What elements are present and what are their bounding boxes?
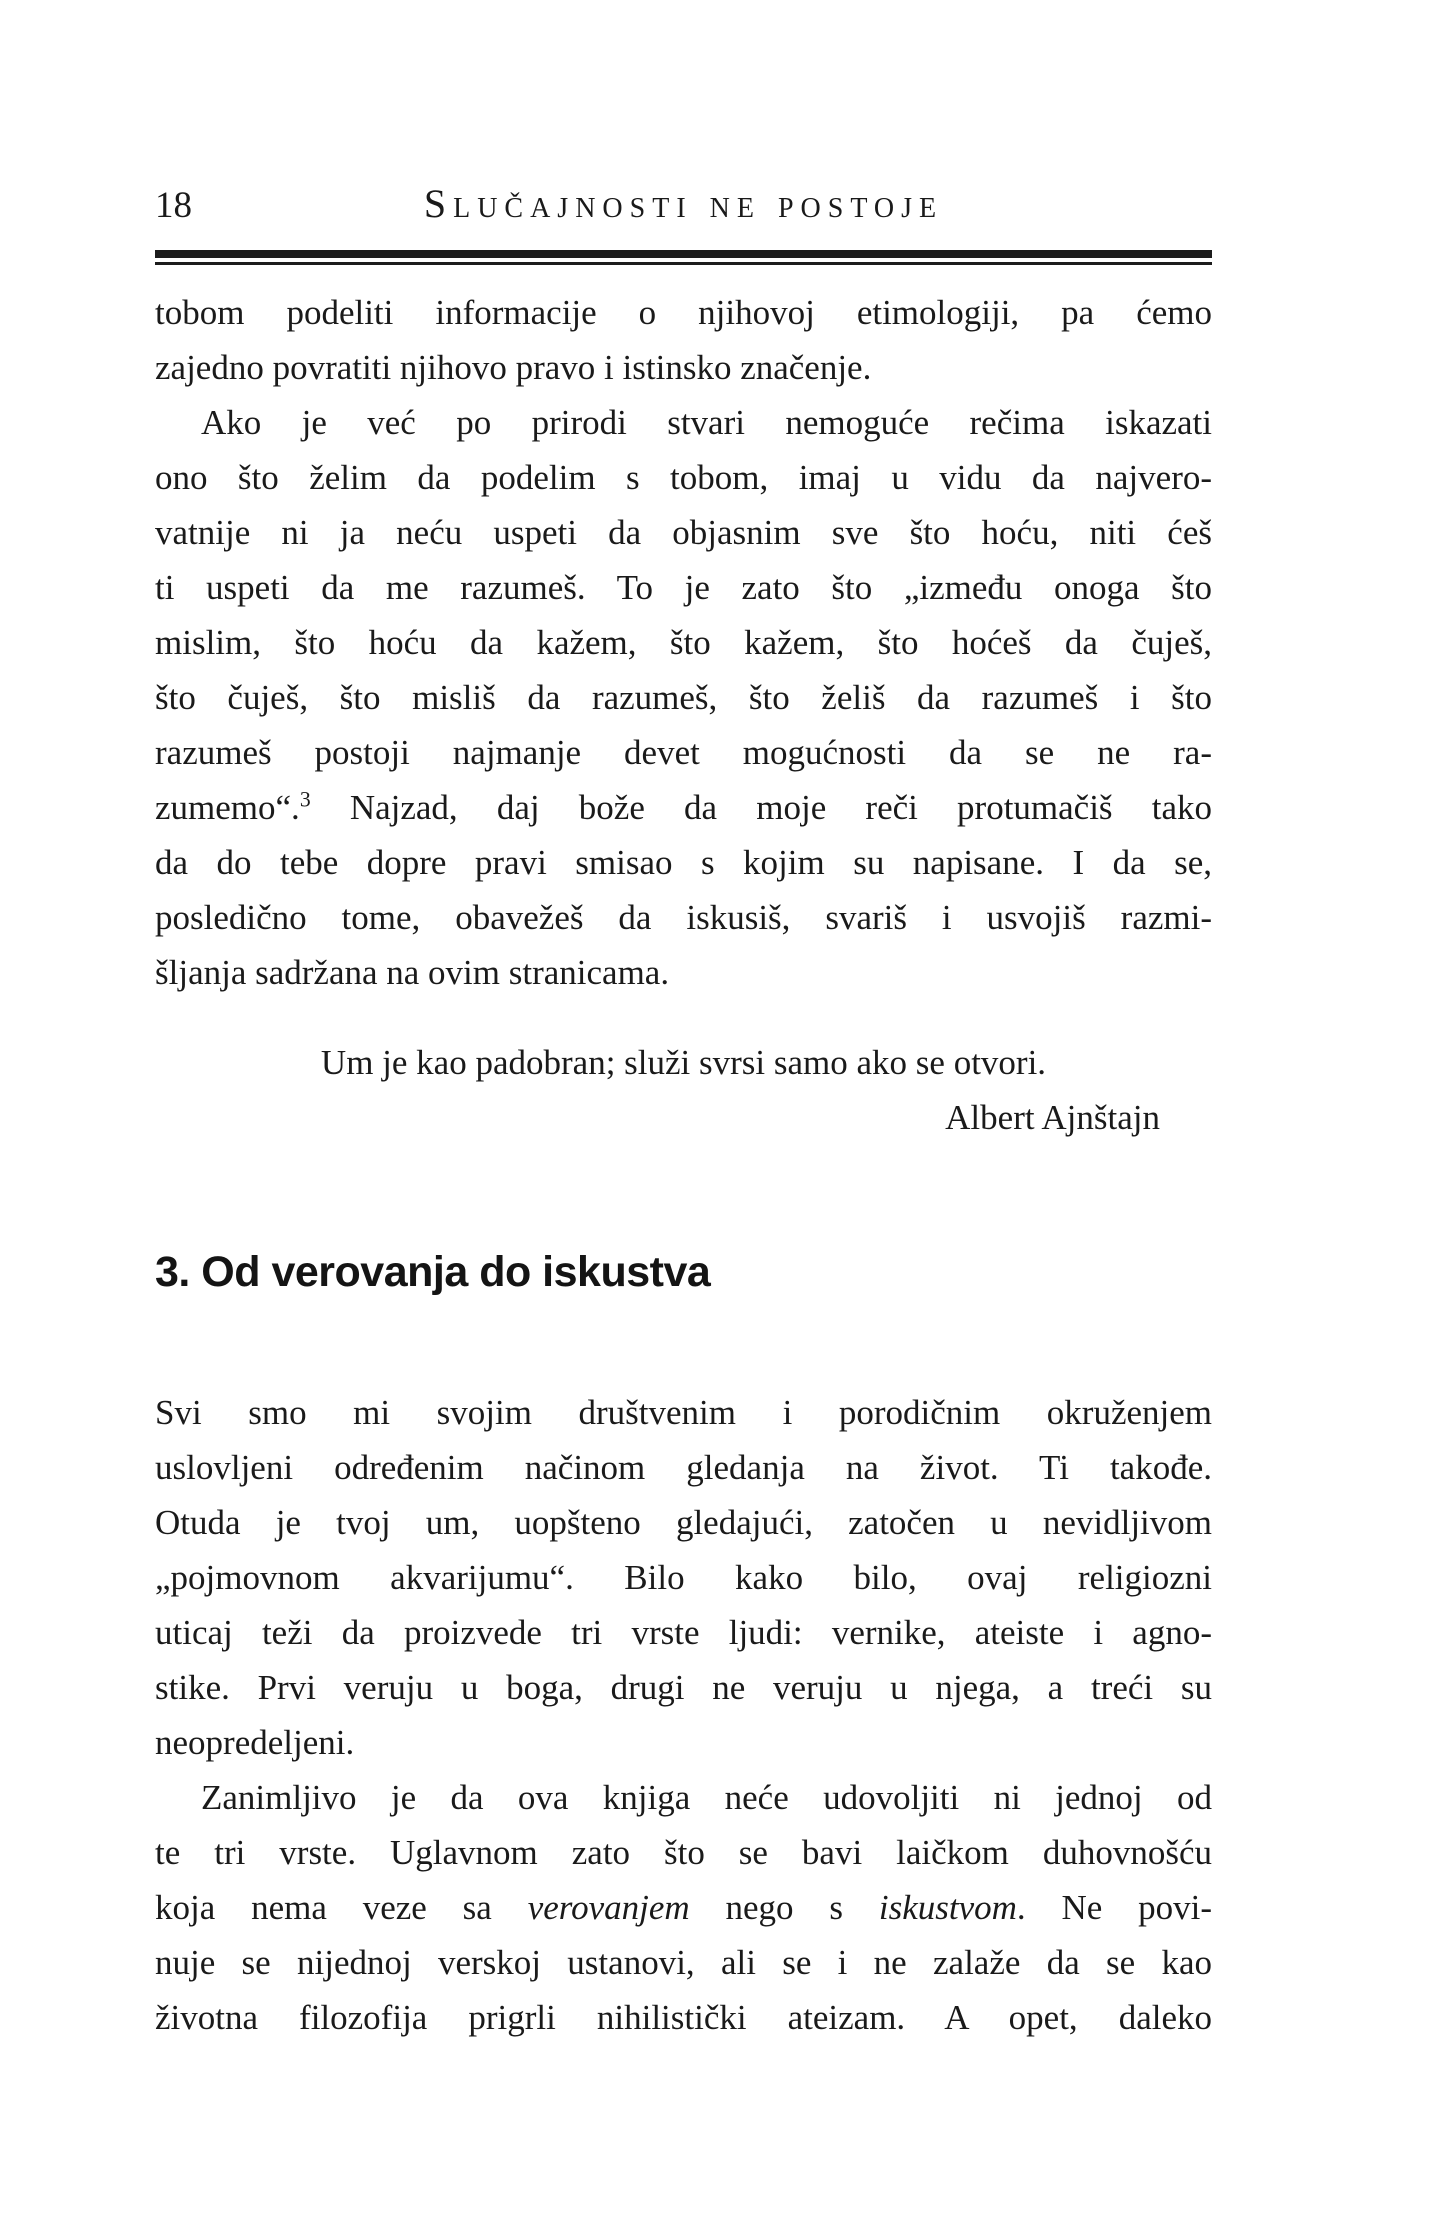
body-line xyxy=(155,340,1212,395)
body-line xyxy=(155,1440,1212,1495)
body-line xyxy=(155,1550,1212,1605)
text-segment: . Ne povi- xyxy=(1016,1888,1213,1927)
body-line xyxy=(155,1660,1212,1715)
body-block-2 xyxy=(155,1385,1212,2045)
italic-text-segment: verovanjem xyxy=(527,1888,690,1927)
body-line xyxy=(155,1880,1212,1935)
text-segment: životna filozofija prigrli nihilistički ateizam. A opet, daleko xyxy=(155,1998,1212,2037)
body-line xyxy=(155,1935,1212,1990)
text-segment: razumeš postoji najmanje devet mogućnosti da se ne ra- xyxy=(155,733,1212,772)
text-segment: posledično tome, obavežeš da iskusiš, svariš i usvojiš razmi- xyxy=(155,898,1212,937)
text-segment: tobom podeliti informacije o njihovoj etimologiji, pa ćemo xyxy=(155,293,1212,332)
body-line xyxy=(155,890,1212,945)
body-line xyxy=(155,395,1212,450)
epigraph xyxy=(155,1035,1212,1145)
italic-text-segment: iskustvom xyxy=(878,1888,1017,1927)
text-segment: stike. Prvi veruju u boga, drugi ne veruju u njega, a treći su xyxy=(155,1668,1212,1707)
body-line xyxy=(155,1385,1212,1440)
section-heading: 3. Od verovanja do iskustva xyxy=(155,1248,711,1296)
text-segment: nuje se nijednoj verskoj ustanovi, ali se i ne zalaže da se kao xyxy=(155,1943,1212,1982)
body-line xyxy=(155,670,1212,725)
text-segment: zumemo“. xyxy=(155,788,300,827)
text-segment: uticaj teži da proizvede tri vrste ljudi: vernike, ateiste i agno- xyxy=(155,1613,1212,1652)
text-segment: zajedno povratiti njihovo pravo i istinsko značenje. xyxy=(155,348,872,387)
body-line xyxy=(155,505,1212,560)
text-segment: ono što želim da podelim s tobom, imaj u vidu da najvero- xyxy=(155,458,1212,497)
body-block-1 xyxy=(155,285,1212,1000)
text-segment: Svi smo mi svojim društvenim i porodičnim okruženjem xyxy=(155,1393,1212,1432)
text-segment: da do tebe dopre pravi smisao s kojim su napisane. I da se, xyxy=(155,843,1212,882)
body-line xyxy=(155,1990,1212,2045)
text-segment: Ako je već po prirodi stvari nemoguće rečima iskazati xyxy=(201,403,1212,442)
footnote-marker: 3 xyxy=(299,787,311,812)
body-line xyxy=(155,285,1212,340)
page-header xyxy=(155,176,1212,224)
text-segment: nego s xyxy=(689,1888,879,1927)
body-line xyxy=(155,835,1212,890)
header-rule xyxy=(155,250,1212,265)
body-line xyxy=(155,1770,1212,1825)
body-line xyxy=(155,945,1212,1000)
header-rule-thick xyxy=(155,250,1212,258)
text-segment: koja nema veze sa xyxy=(155,1888,528,1927)
text-segment: Najzad, daj bože da moje reči protumačiš tako xyxy=(310,788,1212,827)
body-line xyxy=(155,725,1212,780)
text-segment: ti uspeti da me razumeš. To je zato što „između onoga što xyxy=(155,568,1212,607)
text-segment: neopredeljeni. xyxy=(155,1723,355,1762)
text-segment: te tri vrste. Uglavnom zato što se bavi laičkom duhovnošću xyxy=(155,1833,1212,1872)
body-line xyxy=(155,450,1212,505)
epigraph-quote: Um je kao padobran; služi svrsi samo ako se otvori. xyxy=(320,1043,1047,1082)
text-segment: mislim, što hoću da kažem, što kažem, što hoćeš da čuješ, xyxy=(155,623,1212,662)
body-line xyxy=(155,615,1212,670)
body-line xyxy=(155,1495,1212,1550)
text-segment: vatnije ni ja neću uspeti da objasnim sve što hoću, niti ćeš xyxy=(155,513,1212,552)
epigraph-attribution: Albert Ajnštajn xyxy=(945,1098,1160,1137)
text-segment: uslovljeni određenim načinom gledanja na život. Ti takođe. xyxy=(155,1448,1212,1487)
text-column xyxy=(155,0,1212,2045)
text-segment: što čuješ, što misliš da razumeš, što želiš da razumeš i što xyxy=(155,678,1212,717)
body-line xyxy=(155,780,1212,835)
text-segment: Otuda je tvoj um, uopšteno gledajući, zatočen u nevidljivom xyxy=(155,1503,1212,1542)
page-number: 18 xyxy=(155,185,192,226)
header-rule-thin xyxy=(155,262,1212,265)
running-title: Slučajnosti ne postoje xyxy=(423,181,944,226)
text-segment: „pojmovnom akvarijumu“. Bilo kako bilo, ovaj religiozni xyxy=(155,1558,1212,1597)
body-line xyxy=(155,560,1212,615)
text-segment: šljanja sadržana na ovim stranicama. xyxy=(155,953,670,992)
text-segment: Zanimljivo je da ova knjiga neće udovoljiti ni jednoj od xyxy=(201,1778,1212,1817)
body-line xyxy=(155,1825,1212,1880)
body-line xyxy=(155,1715,1212,1770)
body-line xyxy=(155,1605,1212,1660)
